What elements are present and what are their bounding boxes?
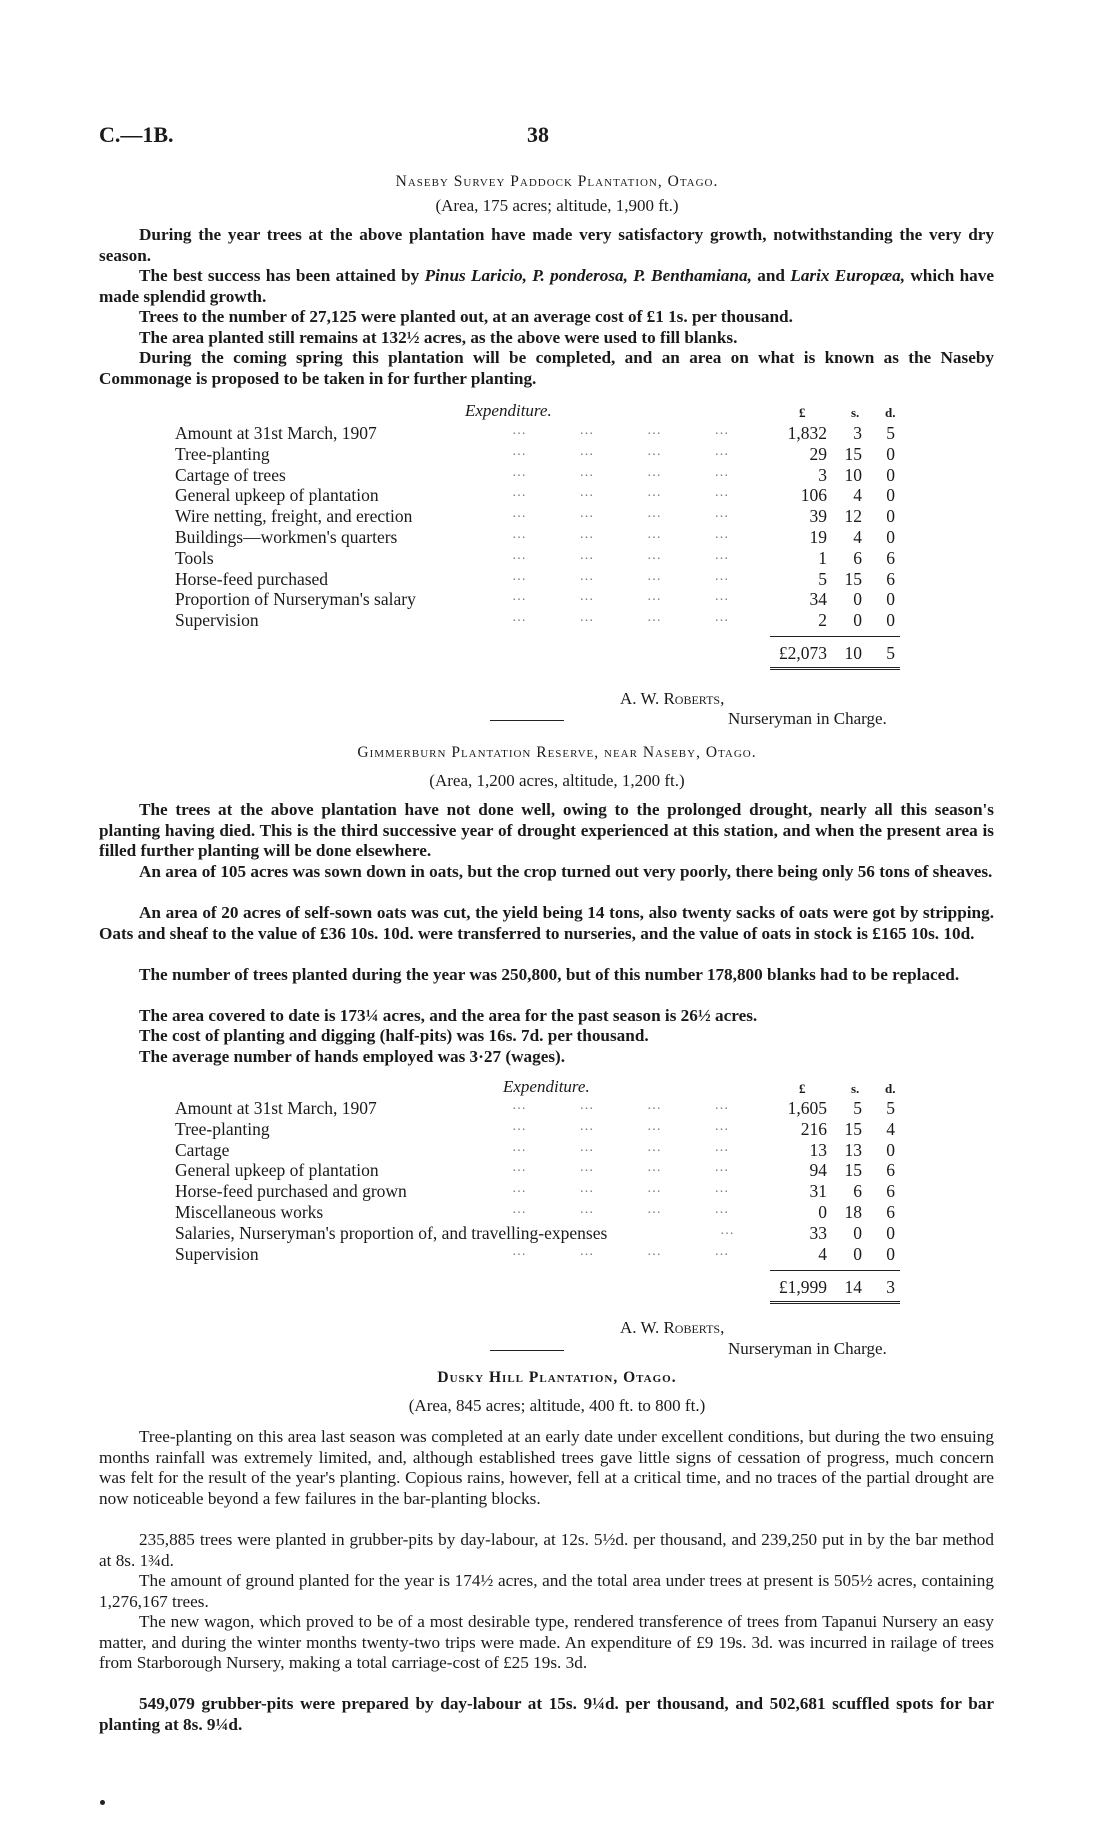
expense-label: Cartage of trees bbox=[175, 464, 286, 485]
leader-dots: … … … … bbox=[512, 527, 732, 542]
leader-dots: … … … … bbox=[512, 443, 732, 459]
expense-shillings: 15 bbox=[844, 1160, 862, 1181]
naseby-paragraph-4: The area planted still remains at 132½ acres, as the above were used to fill blanks. bbox=[139, 328, 738, 347]
expense-label: Cartage bbox=[175, 1139, 230, 1160]
expense-pounds: 3 bbox=[818, 464, 827, 485]
expense-pence: 0 bbox=[886, 1139, 895, 1160]
leader-dots: … … … … bbox=[512, 568, 732, 584]
gimmerburn-col-pounds: £ bbox=[799, 1081, 806, 1096]
gimmerburn-total-shillings: 14 bbox=[844, 1277, 862, 1297]
expense-pence: 5 bbox=[886, 423, 895, 443]
naseby-total-double-rule bbox=[770, 667, 900, 670]
leader-dots: … … … … bbox=[512, 464, 732, 480]
naseby-p2-larix: Larix Europæa, bbox=[790, 266, 906, 285]
expense-pounds: 19 bbox=[809, 527, 827, 547]
expense-label: Salaries, Nurseryman's proportion of, and travelling-expenses bbox=[175, 1222, 608, 1243]
expense-pence: 0 bbox=[886, 589, 895, 610]
expense-pence: 0 bbox=[886, 485, 895, 506]
expense-pence: 0 bbox=[886, 527, 895, 547]
leader-dots: … … … … bbox=[512, 1139, 732, 1155]
naseby-p2-text-b: and bbox=[751, 266, 791, 285]
gimmerburn-signature-title: Nurseryman in Charge. bbox=[728, 1339, 887, 1358]
gimmerburn-paragraph-3: An area of 20 acres of self-sown oats was cut, the yield being 14 tons, also twenty sacks of oats were got by stripping. Oats and sheaf to the value of £36 10s. 10d. were transferred to nurseries, and the value of oats in stock is £165 10s. 10d. bbox=[99, 903, 994, 943]
expense-label: Tree-planting bbox=[175, 443, 270, 464]
naseby-paragraph-5: During the coming spring this plantation will be completed, and an area on what is known as the Naseby Commonage is proposed to be taken in for further planting. bbox=[99, 348, 994, 388]
gimmerburn-paragraph-4: The number of trees planted during the year was 250,800, but of this number 178,800 blanks had to be replaced. bbox=[139, 965, 960, 984]
expense-pence: 0 bbox=[886, 443, 895, 464]
gimmerburn-title: Gimmerburn Plantation Reserve, near Naseby, Otago. bbox=[357, 744, 757, 761]
expense-shillings: 15 bbox=[844, 568, 862, 589]
dusky-paragraph-2: 235,885 trees were planted in grubber-pits by day-labour, at 12s. 5½d. per thousand, and 239,250 put in by the bar method at 8s. 1¾d. bbox=[99, 1530, 994, 1570]
expense-pounds: 13 bbox=[809, 1139, 827, 1160]
dusky-paragraph-5: 549,079 grubber-pits were prepared by day-labour at 15s. 9¼d. per thousand, and 502,681 scuffled spots for bar planting at 8s. 9¼d. bbox=[99, 1694, 994, 1734]
expense-label: General upkeep of plantation bbox=[175, 1160, 379, 1181]
gimmerburn-total-double-rule bbox=[770, 1301, 900, 1304]
dusky-subtitle: (Area, 845 acres; altitude, 400 ft. to 800 ft.) bbox=[408, 1396, 706, 1415]
expense-label: Tools bbox=[175, 547, 214, 568]
expense-pounds: 4 bbox=[818, 1243, 827, 1264]
gimmerburn-total-rule bbox=[770, 1270, 900, 1271]
expense-shillings: 0 bbox=[853, 1243, 862, 1264]
naseby-total-pounds: £2,073 bbox=[778, 643, 827, 663]
expense-pence: 5 bbox=[886, 1098, 895, 1118]
expense-pounds: 2 bbox=[818, 610, 827, 631]
expense-pounds: 33 bbox=[809, 1222, 827, 1243]
expense-pounds: 5 bbox=[818, 568, 827, 589]
expense-label: Horse-feed purchased bbox=[175, 568, 329, 589]
expense-pence: 6 bbox=[886, 1181, 895, 1202]
expense-label: Horse-feed purchased and grown bbox=[175, 1181, 407, 1202]
expense-shillings: 4 bbox=[853, 527, 862, 547]
naseby-total-shillings: 10 bbox=[844, 643, 862, 663]
naseby-p2-species: Pinus Laricio, P. ponderosa, P. Benthamiana, bbox=[424, 266, 752, 285]
expense-pence: 0 bbox=[886, 1243, 895, 1264]
expense-shillings: 4 bbox=[853, 485, 862, 506]
expense-label: Buildings—workmen's quarters bbox=[175, 527, 398, 547]
expense-pounds: 0 bbox=[818, 1202, 827, 1222]
dusky-paragraph-4: The new wagon, which proved to be of a most desirable type, rendered transference of trees from Tapanui Nursery an easy matter, and during the winter months twenty-two trips were made. An expenditure of £9 19s. 3d. was incurred in railage of trees from Starborough Nursery, making a total carriage-cost of £25 19s. 3d. bbox=[99, 1612, 994, 1672]
gimmerburn-col-pence: d. bbox=[885, 1081, 896, 1096]
expense-pounds: 39 bbox=[809, 506, 827, 527]
gimmerburn-paragraph-1: The trees at the above plantation have not done well, owing to the prolonged drought, nearly all this season's planting having died. This is the third successive year of drought experienced at this station, and when the present area is filled further planting will be done elsewhere. bbox=[99, 800, 994, 860]
gimmerburn-paragraph-5: The area covered to date is 173¼ acres, and the area for the past season is 26½ acres. bbox=[139, 1006, 758, 1025]
expense-shillings: 18 bbox=[844, 1202, 862, 1222]
leader-dots: … … … … bbox=[512, 547, 732, 563]
leader-dots: … … … … bbox=[512, 1181, 732, 1197]
naseby-signature-title: Nurseryman in Charge. bbox=[728, 709, 887, 728]
leader-dots: … … … … bbox=[512, 506, 732, 522]
expense-pounds: 216 bbox=[800, 1118, 827, 1139]
expense-shillings: 0 bbox=[853, 589, 862, 610]
expense-label: Supervision bbox=[175, 1243, 259, 1264]
naseby-section-divider bbox=[490, 720, 564, 721]
gimmerburn-total-pounds: £1,999 bbox=[778, 1277, 827, 1297]
naseby-subtitle: (Area, 175 acres; altitude, 1,900 ft.) bbox=[435, 196, 679, 215]
expense-pounds: 29 bbox=[809, 443, 827, 464]
naseby-col-pounds: £ bbox=[799, 405, 806, 420]
naseby-paragraph-3: Trees to the number of 27,125 were planted out, at an average cost of £1 1s. per thousand. bbox=[139, 307, 793, 326]
gimmerburn-expenditure-heading: Expenditure. bbox=[503, 1077, 590, 1096]
expense-pence: 6 bbox=[886, 1202, 895, 1222]
expense-shillings: 15 bbox=[844, 1118, 862, 1139]
expense-shillings: 0 bbox=[853, 610, 862, 631]
expense-shillings: 5 bbox=[853, 1098, 862, 1118]
expense-label: Amount at 31st March, 1907 bbox=[175, 1098, 377, 1118]
expense-shillings: 6 bbox=[853, 547, 862, 568]
leader-dots: … … … … bbox=[512, 1202, 732, 1217]
expense-pounds: 31 bbox=[809, 1181, 827, 1202]
expense-pence: 0 bbox=[886, 610, 895, 631]
expense-label: Miscellaneous works bbox=[175, 1202, 324, 1222]
expense-label: Wire netting, freight, and erection bbox=[175, 506, 413, 527]
expense-label: General upkeep of plantation bbox=[175, 485, 379, 506]
gimmerburn-col-shillings: s. bbox=[851, 1081, 860, 1096]
expense-label: Amount at 31st March, 1907 bbox=[175, 423, 377, 443]
expense-pounds: 94 bbox=[809, 1160, 827, 1181]
gimmerburn-total-pence: 3 bbox=[886, 1277, 895, 1297]
expense-shillings: 3 bbox=[853, 423, 862, 443]
naseby-total-rule bbox=[770, 636, 900, 637]
naseby-signature: A. W. Roberts, bbox=[620, 689, 725, 708]
expense-pence: 6 bbox=[886, 547, 895, 568]
leader-dots: … … … … bbox=[512, 589, 732, 605]
leader-dots: … … … … bbox=[512, 485, 732, 501]
leader-dots: … … … … bbox=[512, 423, 732, 438]
naseby-col-shillings: s. bbox=[851, 405, 860, 420]
expense-pence: 6 bbox=[886, 1160, 895, 1181]
gimmerburn-paragraph-6: The cost of planting and digging (half-pits) was 16s. 7d. per thousand. bbox=[139, 1026, 649, 1045]
dusky-paragraph-3: The amount of ground planted for the year is 174½ acres, and the total area under trees at present is 505½ acres, containing 1,276,167 trees. bbox=[99, 1571, 994, 1611]
page-speck bbox=[100, 1800, 105, 1805]
expense-pounds: 34 bbox=[809, 589, 827, 610]
expense-pence: 6 bbox=[886, 568, 895, 589]
expense-pounds: 1 bbox=[818, 547, 827, 568]
naseby-col-pence: d. bbox=[885, 405, 896, 420]
naseby-paragraph-1: During the year trees at the above plantation have made very satisfactory growth, notwithstanding the very dry season. bbox=[99, 225, 994, 265]
expense-shillings: 12 bbox=[844, 506, 862, 527]
dusky-paragraph-1: Tree-planting on this area last season was completed at an early date under excellent conditions, but during the two ensuing months rainfall was extremely limited, and, although established trees gave little signs of cessation of progress, much concern was felt for the result of the year's planting. Copious rains, however, fell at a critical time, and no traces of the partial drought are now noticeable beyond a few failures in the bar-planting blocks. bbox=[99, 1427, 994, 1508]
naseby-p2-text-c: which have made splendid growth. bbox=[99, 266, 994, 306]
gimmerburn-paragraph-7: The average number of hands employed was 3·27 (wages). bbox=[139, 1047, 566, 1066]
expense-pence: 4 bbox=[886, 1118, 895, 1139]
expense-pounds: 1,605 bbox=[787, 1098, 827, 1118]
gimmerburn-paragraph-2: An area of 105 acres was sown down in oats, but the crop turned out very poorly, there being only 56 tons of sheaves. bbox=[139, 862, 993, 881]
leader-dots: … … … … bbox=[512, 1118, 732, 1134]
naseby-p2-text-a: The best success has been attained by bbox=[139, 266, 425, 285]
naseby-paragraph-2 bbox=[99, 266, 994, 307]
document-reference: C.—1B. bbox=[99, 122, 174, 147]
expense-pounds: 106 bbox=[800, 485, 827, 506]
naseby-total-pence: 5 bbox=[886, 643, 895, 663]
leader-dots: … … … … bbox=[512, 1098, 732, 1113]
leader-dots: … bbox=[720, 1222, 737, 1238]
expense-label: Supervision bbox=[175, 610, 259, 631]
page-number: 38 bbox=[527, 122, 549, 147]
expense-shillings: 10 bbox=[844, 464, 862, 485]
gimmerburn-signature: A. W. Roberts, bbox=[620, 1318, 725, 1337]
expense-pence: 0 bbox=[886, 1222, 895, 1243]
leader-dots: … … … … bbox=[512, 610, 732, 626]
expense-shillings: 0 bbox=[853, 1222, 862, 1243]
expense-label: Tree-planting bbox=[175, 1118, 270, 1139]
gimmerburn-section-divider bbox=[490, 1350, 564, 1351]
naseby-expenditure-heading: Expenditure. bbox=[465, 401, 552, 420]
expense-shillings: 13 bbox=[844, 1139, 862, 1160]
expense-label: Proportion of Nurseryman's salary bbox=[175, 589, 416, 610]
expense-shillings: 6 bbox=[853, 1181, 862, 1202]
gimmerburn-subtitle: (Area, 1,200 acres, altitude, 1,200 ft.) bbox=[429, 771, 685, 790]
naseby-title: Naseby Survey Paddock Plantation, Otago. bbox=[395, 173, 719, 190]
expense-pence: 0 bbox=[886, 506, 895, 527]
dusky-title: Dusky Hill Plantation, Otago. bbox=[437, 1369, 677, 1386]
leader-dots: … … … … bbox=[512, 1160, 732, 1176]
expense-shillings: 15 bbox=[844, 443, 862, 464]
expense-pence: 0 bbox=[886, 464, 895, 485]
expense-pounds: 1,832 bbox=[787, 423, 827, 443]
leader-dots: … … … … bbox=[512, 1243, 732, 1259]
